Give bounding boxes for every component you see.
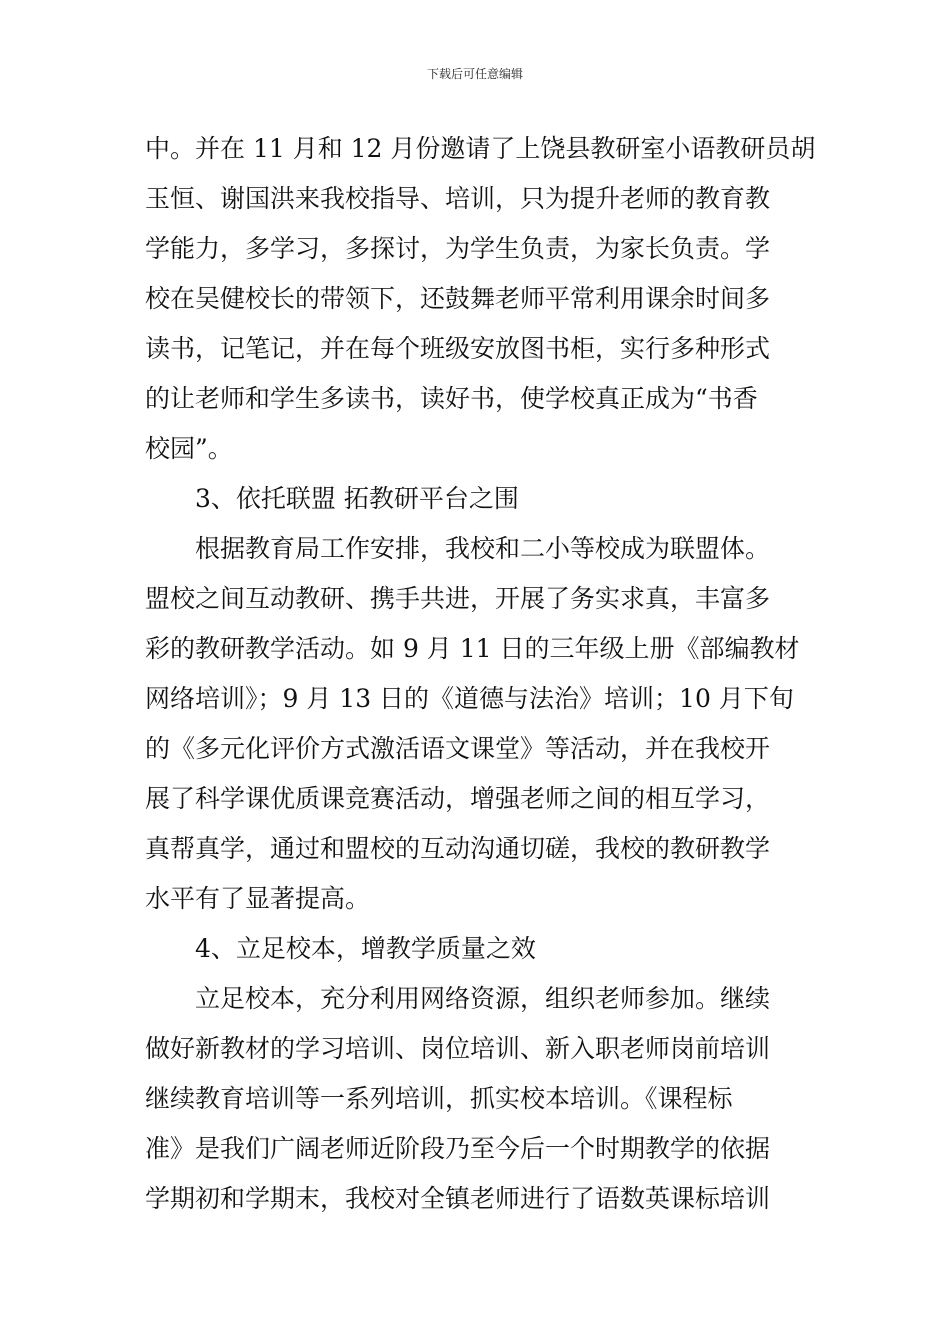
text-line: 校在吴健校长的带领下，还鼓舞老师平常利用课余时间多 bbox=[145, 284, 771, 313]
text-line: 读书，记笔记，并在每个班级安放图书柜，实行多种形式 bbox=[145, 334, 771, 363]
text-line: 准》是我们广阔老师近阶段乃至今后一个时期教学的依据 bbox=[145, 1134, 771, 1163]
page-header: 下载后可任意编辑 bbox=[426, 67, 523, 81]
paragraph-first-line: 立足校本，充分利用网络资源，组织老师参加。继续 bbox=[195, 984, 771, 1013]
text-line: 的让老师和学生多读书，读好书，使学校真正成为“书香 bbox=[145, 384, 758, 413]
text-line: 校园”。 bbox=[145, 434, 233, 463]
text-line: 做好新教材的学习培训、岗位培训、新入职老师岗前培训 bbox=[145, 1034, 771, 1063]
text-line: 继续教育培训等一系列培训，抓实校本培训。《课程标 bbox=[145, 1084, 733, 1113]
section-heading: 4、立足校本，增教学质量之效 bbox=[195, 934, 536, 963]
text-line: 学能力，多学习，多探讨，为学生负责，为家长负责。学 bbox=[145, 234, 771, 263]
text-line: 中。并在 11 月和 12 月份邀请了上饶县教研室小语教研员胡 bbox=[145, 134, 816, 163]
text-line: 水平有了显著提高。 bbox=[145, 884, 371, 913]
paragraph-first-line: 根据教育局工作安排，我校和二小等校成为联盟体。 bbox=[195, 534, 771, 563]
text-line: 学期初和学期末，我校对全镇老师进行了语数英课标培训 bbox=[145, 1184, 771, 1213]
text-line: 网络培训》；9 月 13 日的《道德与法治》培训；10 月下旬 bbox=[145, 684, 794, 713]
text-line: 盟校之间互动教研、携手共进，开展了务实求真，丰富多 bbox=[145, 584, 771, 613]
text-line: 的《多元化评价方式激活语文课堂》等活动，并在我校开 bbox=[145, 734, 771, 763]
text-line: 真帮真学，通过和盟校的互动沟通切磋，我校的教研教学 bbox=[145, 834, 771, 863]
text-line: 展了科学课优质课竞赛活动，增强老师之间的相互学习， bbox=[145, 784, 771, 813]
section-heading: 3、依托联盟 拓教研平台之围 bbox=[195, 484, 519, 513]
text-line: 玉恒、谢国洪来我校指导、培训，只为提升老师的教育教 bbox=[145, 184, 771, 213]
document-body bbox=[145, 124, 815, 1224]
text-line: 彩的教研教学活动。如 9 月 11 日的三年级上册《部编教材 bbox=[145, 634, 800, 663]
